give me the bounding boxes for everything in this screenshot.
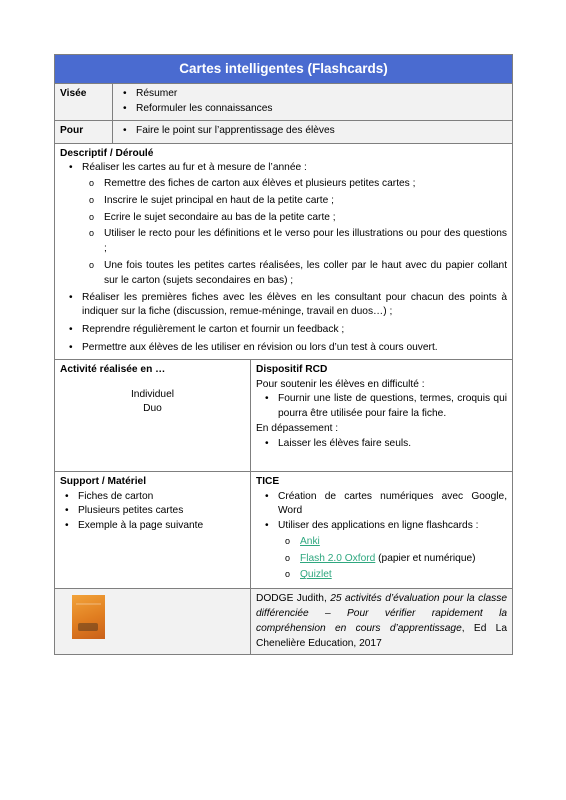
quizlet-link[interactable]: Quizlet xyxy=(300,569,332,581)
descriptif-item: • Permettre aux élèves de les utiliser en révision ou lors d’un test à cours ouvert. xyxy=(64,341,507,356)
fiche-table xyxy=(54,54,513,655)
dispositif-intro-difficulte: Pour soutenir les élèves en difficulté : xyxy=(256,378,425,390)
activite-duo: Duo xyxy=(143,403,162,415)
fiche-sheet xyxy=(54,54,512,655)
descriptif-subitem: o Ecrire le sujet secondaire au bas de la petite carte ; xyxy=(82,211,507,226)
visee-item: • Reformuler les connaissances xyxy=(118,102,507,117)
visee-label: Visée xyxy=(55,84,113,121)
dispositif-cell xyxy=(251,359,513,471)
reference-row xyxy=(55,589,513,655)
dispositif-heading: Dispositif RCD xyxy=(256,363,328,375)
support-cell xyxy=(55,471,251,588)
activite-heading: Activité réalisée en … xyxy=(60,363,166,375)
tice-link-item xyxy=(278,568,507,583)
pour-item: • Faire le point sur l’apprentissage des élèves xyxy=(118,124,507,139)
flash-oxford-link[interactable]: Flash 2.0 Oxford xyxy=(300,552,376,564)
descriptif-cell xyxy=(55,143,513,359)
tice-item xyxy=(260,519,507,583)
descriptif-subitem: o Une fois toutes les petites cartes réalisées, les coller par le haut avec du papier collant sur le carton (sujets secondaires en bas) ; xyxy=(82,259,507,289)
title-row xyxy=(55,55,513,84)
book-cover-cell xyxy=(55,589,251,655)
visee-content xyxy=(113,84,513,121)
dispositif-item: • Fournir une liste de questions, termes, croquis qui pourra être utilisée pour faire la fiche. xyxy=(260,392,507,422)
dispositif-item: • Laisser les élèves faire seuls. xyxy=(260,437,507,452)
tice-cell xyxy=(251,471,513,588)
reference-cell xyxy=(251,589,513,655)
support-tice-row xyxy=(55,471,513,588)
descriptif-item-text: Réaliser les cartes au fur et à mesure de l’année : xyxy=(82,162,307,174)
tice-link-item xyxy=(278,552,507,567)
support-item: • Exemple à la page suivante xyxy=(60,519,245,534)
activite-cell xyxy=(55,359,251,471)
flash-oxford-suffix: (papier et numérique) xyxy=(375,552,476,564)
pour-label: Pour xyxy=(55,120,113,143)
page-title: Cartes intelligentes (Flashcards) xyxy=(55,55,513,84)
dispositif-intro-depassement: En dépassement : xyxy=(256,422,339,434)
descriptif-subitem: o Utiliser le recto pour les définitions et le verso pour les illustrations ou pour des questions ; xyxy=(82,227,507,257)
pour-content xyxy=(113,120,513,143)
book-cover-image xyxy=(72,595,105,639)
descriptif-subitem: o Inscrire le sujet principal en haut de la petite carte ; xyxy=(82,194,507,209)
descriptif-item: • Réaliser les premières fiches avec les élèves en les consultant pour chacun des points à indiquer sur la fiche (discussion, remue-méninge, travail en duos…) ; xyxy=(64,291,507,321)
support-item: • Fiches de carton xyxy=(60,490,245,505)
anki-link[interactable]: Anki xyxy=(300,535,320,547)
activite-individuel: Individuel xyxy=(130,388,175,400)
reference-publisher: , Ed La Chenelière Education, 2017 xyxy=(256,622,508,649)
descriptif-heading: Descriptif / Déroulé xyxy=(60,147,154,159)
descriptif-row xyxy=(55,143,513,359)
tice-item: • Création de cartes numériques avec Google, Word xyxy=(260,490,507,520)
visee-row xyxy=(55,84,513,121)
visee-item: • Résumer xyxy=(118,87,507,102)
activite-dispositif-row xyxy=(55,359,513,471)
tice-link-item xyxy=(278,535,507,550)
tice-heading: TICE xyxy=(256,475,280,487)
descriptif-subitem: o Remettre des fiches de carton aux élèves et plusieurs petites cartes ; xyxy=(82,177,507,192)
descriptif-item: • Reprendre régulièrement le carton et fournir un feedback ; xyxy=(64,323,507,338)
reference-author: DODGE Judith, xyxy=(256,593,331,605)
support-item: • Plusieurs petites cartes xyxy=(60,504,245,519)
descriptif-item xyxy=(64,161,507,288)
tice-item-text: Utiliser des applications en ligne flashcards : xyxy=(278,520,479,532)
reference-title: 25 activités d’évaluation pour la classe différenciée – Pour vérifier rapidement la compréhension en cours d’apprentissage xyxy=(256,593,508,634)
support-heading: Support / Matériel xyxy=(60,475,147,487)
pour-row xyxy=(55,120,513,143)
